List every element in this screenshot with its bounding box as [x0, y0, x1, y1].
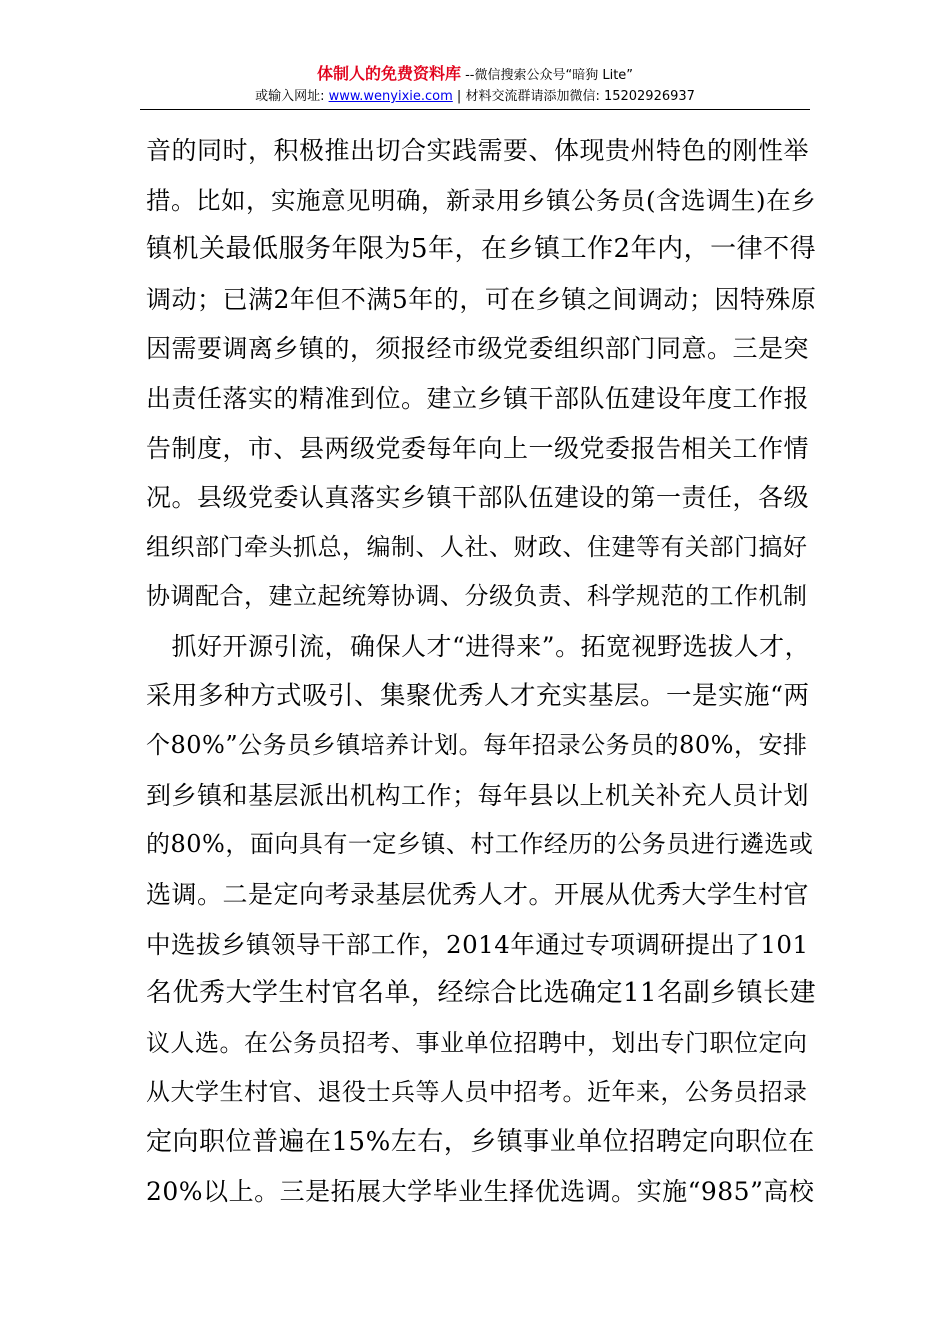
text-line: 名优秀大学生村官名单，经综合比选确定11名副乡镇长建 [146, 978, 817, 1009]
header-title-line [0, 64, 950, 86]
text-line: 从大学生村官、退役士兵等人员中招考。近年来，公务员招录 [146, 1078, 808, 1107]
text-line: 选调。二是定向考录基层优秀人才。开展从优秀大学生村官 [146, 879, 810, 909]
text-line: 定向职位普遍在15%左右，乡镇事业单位招聘定向职位在 [146, 1126, 815, 1157]
text-line: 告制度，市、县两级党委每年向上一级党委报告相关工作情 [146, 433, 810, 463]
header-contact-line [0, 88, 950, 106]
text-line: 的80%，面向具有一定乡镇、村工作经历的公务员进行遴选或 [146, 830, 814, 859]
brand-title: 体制人的免费资料库 [316, 64, 461, 83]
text-line: 到乡镇和基层派出机构工作；每年县以上机关补充人员计划 [146, 780, 810, 810]
text-line: 镇机关最低服务年限为5年，在乡镇工作2年内，一律不得 [146, 234, 817, 265]
text-line: 组织部门牵头抓总，编制、人社、财政、住建等有关部门搞好 [146, 532, 808, 561]
page-header [0, 64, 950, 106]
url-prefix: 或输入网址: [255, 89, 329, 104]
text-line: 出责任落实的精准到位。建立乡镇干部队伍建设年度工作报 [146, 383, 810, 413]
text-line: 况。县级党委认真落实乡镇干部队伍建设的第一责任，各级 [146, 483, 810, 513]
wechat-note: --微信搜索公众号“暗狗 Lite” [460, 68, 634, 83]
contact-suffix: | 材料交流群请添加微信: 15202926937 [452, 89, 695, 104]
text-line: 抓好开源引流，确保人才“进得来”。拓宽视野选拔人才， [146, 631, 811, 661]
text-line: 因需要调离乡镇的，须报经市级党委组织部门同意。三是突 [146, 334, 810, 364]
text-line: 措。比如，实施意见明确，新录用乡镇公务员(含选调生)在乡 [146, 185, 817, 215]
text-line: 调动；已满2年但不满5年的，可在乡镇之间调动；因特殊原 [146, 284, 817, 314]
text-line: 协调配合，建立起统筹协调、分级负责、科学规范的工作机制 [146, 582, 808, 611]
text-line: 采用多种方式吸引、集聚优秀人才充实基层。一是实施“两 [146, 680, 810, 711]
text-line: 议人选。在公务员招考、事业单位招聘中，划出专门职位定向 [146, 1028, 808, 1057]
text-line: 音的同时，积极推出切合实践需要、体现贵州特色的刚性举 [146, 136, 810, 165]
text-line: 个80%”公务员乡镇培养计划。每年招录公务员的80%，安排 [146, 731, 808, 760]
text-line: 中选拔乡镇领导干部工作，2014年通过专项调研提出了101 [146, 929, 809, 959]
website-link[interactable]: www.wenyixie.com [328, 89, 453, 104]
text-line: 20%以上。三是拓展大学毕业生择优选调。实施“985”高校 [146, 1177, 815, 1207]
header-divider [140, 109, 810, 110]
body-text [146, 126, 818, 1217]
